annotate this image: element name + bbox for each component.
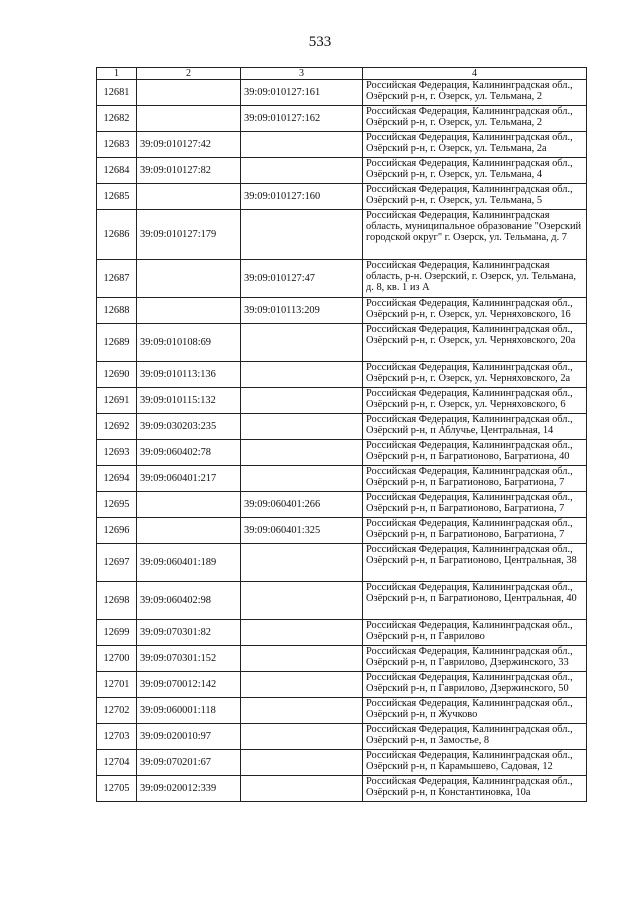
row-number-cell: 12696 — [97, 518, 137, 544]
cadastral-number-cell: 39:09:010127:179 — [137, 210, 241, 260]
cadastral-number-cell — [241, 466, 363, 492]
row-number-cell: 12702 — [97, 698, 137, 724]
row-number-cell: 12698 — [97, 582, 137, 620]
cadastral-number-cell — [241, 776, 363, 802]
address-cell: Российская Федерация, Калининградская обл., Озёрский р-н, п Багратионово, Центральная, 40 — [363, 582, 587, 620]
table-row — [97, 298, 587, 324]
row-number-cell: 12695 — [97, 492, 137, 518]
address-cell: Российская Федерация, Калининградская обл., Озёрский р-н, г. Озерск, ул. Тельмана, 4 — [363, 158, 587, 184]
address-cell: Российская Федерация, Калининградская обл., Озёрский р-н, п Замостье, 8 — [363, 724, 587, 750]
column-header: 3 — [241, 68, 363, 80]
column-header: 1 — [97, 68, 137, 80]
cadastral-number-cell — [241, 440, 363, 466]
cadastral-number-cell: 39:09:010127:82 — [137, 158, 241, 184]
cadastral-number-cell: 39:09:060402:98 — [137, 582, 241, 620]
address-cell: Российская Федерация, Калининградская обл., Озёрский р-н, г. Озерск, ул. Черняховского, 16 — [363, 298, 587, 324]
table-row — [97, 646, 587, 672]
address-cell: Российская Федерация, Калининградская обл., Озёрский р-н, п Багратионово, Багратиона, 7 — [363, 492, 587, 518]
table-row — [97, 544, 587, 582]
cadastral-number-cell — [137, 518, 241, 544]
cadastral-number-cell — [241, 210, 363, 260]
cadastral-number-cell: 39:09:060401:325 — [241, 518, 363, 544]
table-row — [97, 106, 587, 132]
address-cell: Российская Федерация, Калининградская обл., Озёрский р-н, п Гаврилово, Дзержинского, 33 — [363, 646, 587, 672]
address-cell: Российская Федерация, Калининградская обл., Озёрский р-н, п Жучково — [363, 698, 587, 724]
cadastral-number-cell: 39:09:070201:67 — [137, 750, 241, 776]
cadastral-number-cell — [241, 158, 363, 184]
row-number-cell: 12699 — [97, 620, 137, 646]
row-number-cell: 12683 — [97, 132, 137, 158]
address-cell: Российская Федерация, Калининградская обл., Озёрский р-н, г. Озерск, ул. Черняховского, 2а — [363, 362, 587, 388]
cadastral-number-cell — [137, 106, 241, 132]
table-row — [97, 582, 587, 620]
row-number-cell: 12682 — [97, 106, 137, 132]
row-number-cell: 12692 — [97, 414, 137, 440]
cadastral-number-cell: 39:09:020012:339 — [137, 776, 241, 802]
table-row — [97, 440, 587, 466]
address-cell: Российская Федерация, Калининградская обл., Озёрский р-н, п Багратионово, Багратиона, 7 — [363, 466, 587, 492]
cadastral-number-cell — [137, 80, 241, 106]
registry-table — [96, 67, 587, 802]
table-row — [97, 362, 587, 388]
column-header: 4 — [363, 68, 587, 80]
table-row — [97, 672, 587, 698]
table-row — [97, 210, 587, 260]
column-header: 2 — [137, 68, 241, 80]
row-number-cell: 12700 — [97, 646, 137, 672]
table-row — [97, 698, 587, 724]
cadastral-number-cell — [137, 260, 241, 298]
cadastral-number-cell: 39:09:010113:136 — [137, 362, 241, 388]
table-row — [97, 620, 587, 646]
row-number-cell: 12703 — [97, 724, 137, 750]
cadastral-number-cell — [137, 298, 241, 324]
table-row — [97, 414, 587, 440]
row-number-cell: 12705 — [97, 776, 137, 802]
address-cell: Российская Федерация, Калининградская обл., Озёрский р-н, п Аблучье, Центральная, 14 — [363, 414, 587, 440]
cadastral-number-cell — [241, 324, 363, 362]
address-cell: Российская Федерация, Калининградская обл., Озёрский р-н, п Гаврилово — [363, 620, 587, 646]
cadastral-number-cell: 39:09:060001:118 — [137, 698, 241, 724]
cadastral-number-cell: 39:09:010127:162 — [241, 106, 363, 132]
table-row — [97, 132, 587, 158]
cadastral-number-cell — [137, 492, 241, 518]
cadastral-number-cell — [241, 698, 363, 724]
cadastral-number-cell — [241, 620, 363, 646]
cadastral-number-cell: 39:09:010108:69 — [137, 324, 241, 362]
address-cell: Российская Федерация, Калининградская обл., Озёрский р-н, г. Озерск, ул. Черняховского, 6 — [363, 388, 587, 414]
table-row — [97, 158, 587, 184]
address-cell: Российская Федерация, Калининградская обл., Озёрский р-н, п Константиновка, 10а — [363, 776, 587, 802]
address-cell: Российская Федерация, Калининградская обл., Озёрский р-н, п Багратионово, Багратиона, 7 — [363, 518, 587, 544]
cadastral-number-cell: 39:09:060401:189 — [137, 544, 241, 582]
cadastral-number-cell: 39:09:010113:209 — [241, 298, 363, 324]
address-cell: Российская Федерация, Калининградская обл., Озёрский р-н, п Багратионово, Центральная, 38 — [363, 544, 587, 582]
row-number-cell: 12693 — [97, 440, 137, 466]
table-row — [97, 776, 587, 802]
cadastral-number-cell: 39:09:070301:82 — [137, 620, 241, 646]
cadastral-number-cell: 39:09:010127:160 — [241, 184, 363, 210]
row-number-cell: 12685 — [97, 184, 137, 210]
address-cell: Российская Федерация, Калининградская обл., Озёрский р-н, г. Озерск, ул. Черняховского, 20а — [363, 324, 587, 362]
address-cell: Российская Федерация, Калининградская обл., Озёрский р-н, г. Озерск, ул. Тельмана, 2 — [363, 80, 587, 106]
address-cell: Российская Федерация, Калининградская обл., Озёрский р-н, п Гаврилово, Дзержинского, 50 — [363, 672, 587, 698]
table-row — [97, 80, 587, 106]
cadastral-number-cell — [241, 544, 363, 582]
row-number-cell: 12697 — [97, 544, 137, 582]
address-cell: Российская Федерация, Калининградская обл., Озёрский р-н, п Багратионово, Багратиона, 40 — [363, 440, 587, 466]
address-cell: Российская Федерация, Калининградская область, р-н. Озерский, г. Озерск, ул. Тельмана, д. 8, кв. 1 из А — [363, 260, 587, 298]
cadastral-number-cell — [241, 362, 363, 388]
cadastral-number-cell — [241, 724, 363, 750]
table-row — [97, 388, 587, 414]
row-number-cell: 12686 — [97, 210, 137, 260]
cadastral-number-cell — [241, 646, 363, 672]
row-number-cell: 12701 — [97, 672, 137, 698]
row-number-cell: 12681 — [97, 80, 137, 106]
table-row — [97, 518, 587, 544]
cadastral-number-cell: 39:09:060401:217 — [137, 466, 241, 492]
row-number-cell: 12687 — [97, 260, 137, 298]
cadastral-number-cell — [241, 582, 363, 620]
row-number-cell: 12689 — [97, 324, 137, 362]
header-row — [97, 68, 587, 80]
cadastral-number-cell: 39:09:010127:47 — [241, 260, 363, 298]
address-cell: Российская Федерация, Калининградская обл., Озёрский р-н, г. Озерск, ул. Тельмана, 5 — [363, 184, 587, 210]
cadastral-number-cell: 39:09:070301:152 — [137, 646, 241, 672]
row-number-cell: 12688 — [97, 298, 137, 324]
cadastral-number-cell: 39:09:070012:142 — [137, 672, 241, 698]
row-number-cell: 12684 — [97, 158, 137, 184]
cadastral-number-cell — [241, 672, 363, 698]
row-number-cell: 12694 — [97, 466, 137, 492]
row-number-cell: 12704 — [97, 750, 137, 776]
table-row — [97, 724, 587, 750]
table-row — [97, 492, 587, 518]
cadastral-number-cell — [241, 414, 363, 440]
row-number-cell: 12690 — [97, 362, 137, 388]
table-row — [97, 260, 587, 298]
cadastral-number-cell — [241, 388, 363, 414]
cadastral-number-cell — [137, 184, 241, 210]
cadastral-number-cell — [241, 750, 363, 776]
page-number: 533 — [308, 34, 332, 50]
cadastral-number-cell: 39:09:010127:161 — [241, 80, 363, 106]
address-cell: Российская Федерация, Калининградская обл., Озёрский р-н, г. Озерск, ул. Тельмана, 2а — [363, 132, 587, 158]
cadastral-number-cell — [241, 132, 363, 158]
table-row — [97, 324, 587, 362]
address-cell: Российская Федерация, Калининградская обл., Озёрский р-н, п Карамышево, Садовая, 12 — [363, 750, 587, 776]
address-cell: Российская Федерация, Калининградская область, муниципальное образование "Озерский городской округ" г. Озерск, ул. Тельмана, д. 7 — [363, 210, 587, 260]
cadastral-number-cell: 39:09:030203:235 — [137, 414, 241, 440]
cadastral-number-cell: 39:09:020010:97 — [137, 724, 241, 750]
table-row — [97, 750, 587, 776]
address-cell: Российская Федерация, Калининградская обл., Озёрский р-н, г. Озерск, ул. Тельмана, 2 — [363, 106, 587, 132]
table-row — [97, 466, 587, 492]
table-row — [97, 184, 587, 210]
cadastral-number-cell: 39:09:010127:42 — [137, 132, 241, 158]
cadastral-number-cell: 39:09:060402:78 — [137, 440, 241, 466]
cadastral-number-cell: 39:09:060401:266 — [241, 492, 363, 518]
cadastral-number-cell: 39:09:010115:132 — [137, 388, 241, 414]
row-number-cell: 12691 — [97, 388, 137, 414]
